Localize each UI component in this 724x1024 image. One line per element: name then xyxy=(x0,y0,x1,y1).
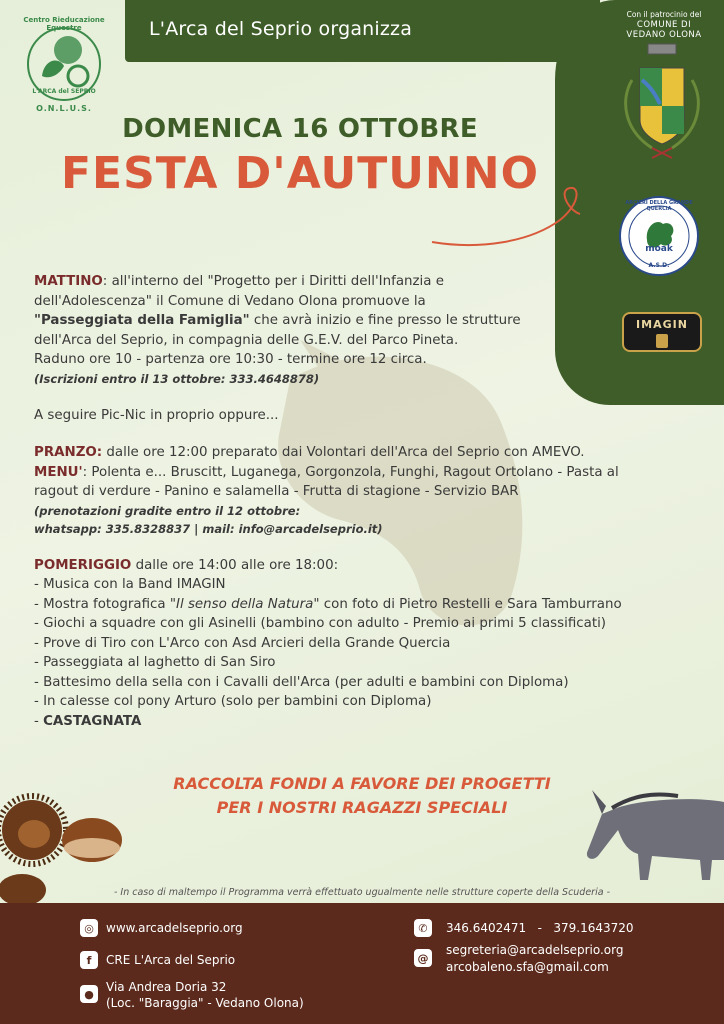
vedano-crest-icon xyxy=(612,40,712,160)
logo-arc-text: Centro Rieducazione Equestre xyxy=(23,16,105,32)
patronage-label xyxy=(616,10,712,40)
organizer-banner xyxy=(125,0,600,62)
list-item: - Giochi a squadre con gli Asinelli (bambino con adulto - Premio ai primi 5 classificati) xyxy=(34,616,607,631)
map-pin-icon: ● xyxy=(80,985,98,1003)
passeggiata-title: "Passeggiata della Famiglia" xyxy=(34,313,250,328)
castagnata-dash: - xyxy=(34,713,44,729)
organizer-text: L'Arca del Seprio organizza xyxy=(149,18,413,40)
patronage-line1: Con il patrocinio del xyxy=(626,10,702,19)
mattino-line3 xyxy=(34,311,694,331)
mattino-line1 xyxy=(34,272,694,292)
list-item: - Prove di Tiro con L'Arco con Asd Arcieri della Grande Quercia xyxy=(34,635,451,651)
facebook-icon: f xyxy=(80,951,98,969)
mattino-registration: (Iscrizioni entro il 13 ottobre: 333.4648878) xyxy=(34,371,320,386)
fundraising-line2: PER I NOSTRI RAGAZZI SPECIALI xyxy=(216,798,508,817)
imagin-text: IMAGIN xyxy=(636,318,688,331)
list-item xyxy=(34,595,694,615)
phone-numbers[interactable]: 346.6402471 - 379.1643720 xyxy=(446,921,634,935)
logo-onlus-text: O.N.L.U.S. xyxy=(36,104,92,113)
menu-booking1: (prenotazioni gradite entro il 12 ottobre: xyxy=(34,503,301,518)
list-item xyxy=(34,712,614,732)
event-date: DOMENICA 16 OTTOBRE xyxy=(122,114,478,144)
email-segreteria[interactable]: segreteria@arcadelseprio.org xyxy=(446,943,624,957)
arca-logo xyxy=(14,14,114,118)
mattino-line4: dell'Arca del Seprio, in compagnia delle G.E.V. del Parco Pineta. xyxy=(34,332,459,348)
fundraising-line1: RACCOLTA FONDI A FAVORE DEI PROGETTI xyxy=(173,774,551,793)
archery-club-name: ARCIERI DELLA GRANDE QUERCIA xyxy=(625,200,693,212)
mattino-line5: Raduno ore 10 - partenza ore 10:30 - termine ore 12 circa. xyxy=(34,352,427,367)
picnic-line: A seguire Pic-Nic in proprio oppure... xyxy=(34,407,279,423)
at-sign-icon: @ xyxy=(414,949,432,967)
list-item: - In calesse col pony Arturo (solo per bambini con Diploma) xyxy=(34,694,432,709)
menu-line1 xyxy=(34,463,694,483)
address-line2: (Loc. "Baraggia" - Vedano Olona) xyxy=(106,996,304,1010)
list-item: - Passeggiata al laghetto di San Siro xyxy=(34,655,276,670)
pranzo-text: dalle ore 12:00 preparato dai Volontari dell'Arca del Seprio con AMEVO. xyxy=(102,445,585,460)
contact-footer xyxy=(0,903,724,1024)
pranzo-line xyxy=(34,443,694,463)
decorative-swoosh xyxy=(430,180,590,250)
pranzo-label: PRANZO: xyxy=(34,445,103,460)
globe-icon: ◎ xyxy=(80,919,98,937)
list-item: - Musica con la Band IMAGIN xyxy=(34,577,226,592)
mattino-line2: dell'Adolescenza" il Comune di Vedano Olona promuove la xyxy=(34,293,426,309)
donkey-illustration xyxy=(582,770,724,890)
list-item: - Battesimo della sella con i Cavalli dell'Arca (per adulti e bambini con Diploma) xyxy=(34,674,569,690)
menu-t1: : Polenta e... Bruscitt, Luganega, Gorgonzola, Funghi, Ragout Ortolano - Pasta al xyxy=(82,464,619,480)
menu-booking2: whatsapp: 335.8328837 | mail: info@arcadelseprio.it) xyxy=(34,521,383,536)
pomeriggio-line xyxy=(34,556,614,576)
mostra-title: Il senso della Natura xyxy=(176,596,314,612)
email-arcobaleno[interactable]: arcobaleno.sfa@gmail.com xyxy=(446,960,609,974)
mostra-rest: " con foto di Pietro Restelli e Sara Tamburrano xyxy=(313,596,622,612)
program-content xyxy=(34,272,622,731)
menu-label: MENU' xyxy=(34,464,83,480)
archery-club-subname: moak xyxy=(645,244,673,254)
castagnata-label: CASTAGNATA xyxy=(43,713,142,729)
patronage-line3: VEDANO OLONA xyxy=(626,30,702,40)
address-line1: Via Andrea Doria 32 xyxy=(106,980,227,994)
mattino-label: MATTINO xyxy=(34,274,103,289)
logo-inner-text: L'ARCA del SEPRIO xyxy=(32,88,96,95)
mattino-t1: : all'interno del "Progetto per i Diritti dell'Infanzia e xyxy=(102,274,444,289)
bad-weather-note: - In caso di maltempo il Programma verrà effettuato ugualmente nelle strutture coperte della Scuderia - xyxy=(113,887,611,898)
archery-club-asd: A.S.D. xyxy=(648,262,670,269)
facebook-link[interactable]: CRE L'Arca del Seprio xyxy=(106,953,236,967)
pomeriggio-label: POMERIGGIO xyxy=(34,557,132,573)
archery-club-badge xyxy=(617,196,701,276)
menu-line2: ragout di verdure - Panino e salamella - Frutta di stagione - Servizio BAR xyxy=(34,484,519,499)
guitar-icon xyxy=(656,334,668,348)
mattino-t3: che avrà inizio e fine presso le strutture xyxy=(249,313,521,328)
event-title: FESTA D'AUTUNNO xyxy=(61,148,539,199)
phone-icon: ✆ xyxy=(414,919,432,937)
pomeriggio-text: dalle ore 14:00 alle ore 18:00: xyxy=(131,557,339,573)
mostra-prefix: - Mostra fotografica " xyxy=(34,596,177,612)
website-link[interactable]: www.arcadelseprio.org xyxy=(106,921,243,935)
patronage-line2: COMUNE DI xyxy=(636,20,692,30)
